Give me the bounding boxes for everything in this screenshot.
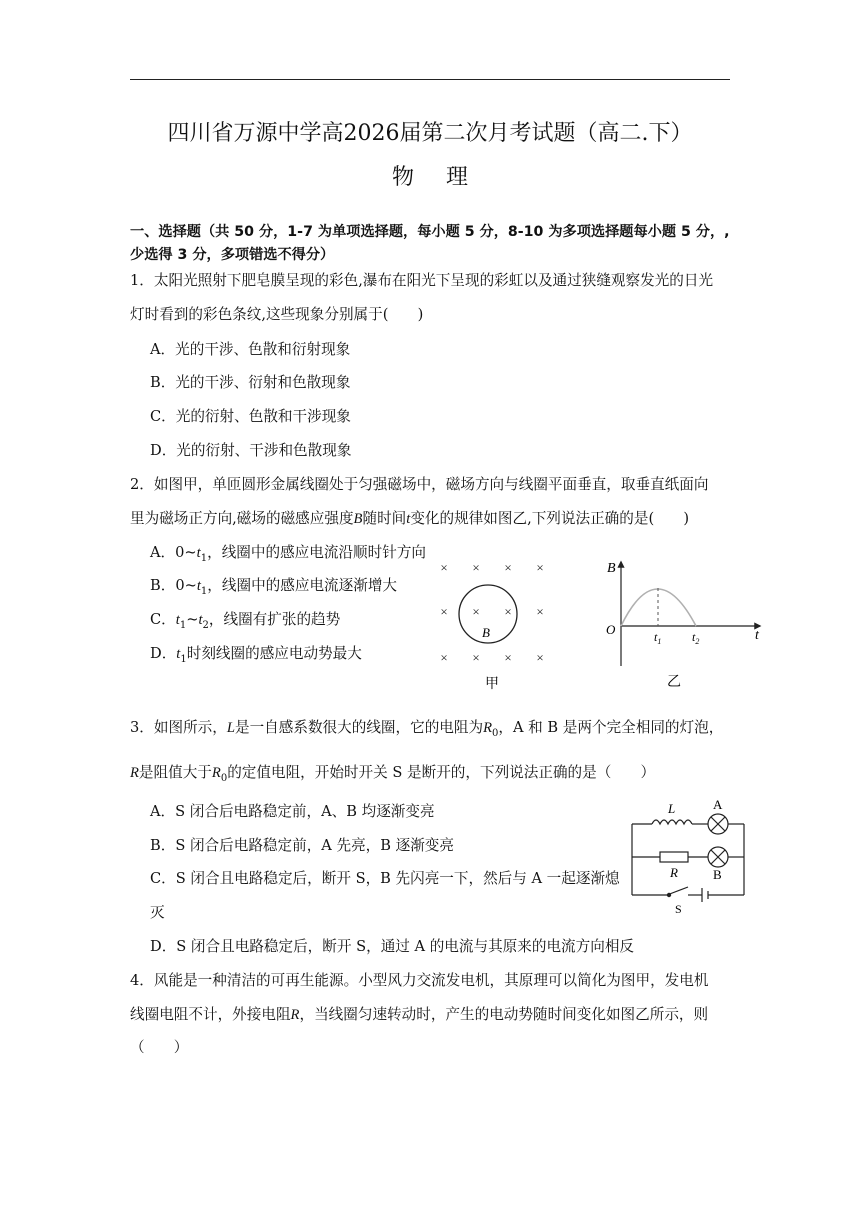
figure-yi-caption: 乙	[667, 675, 681, 690]
svg-text:×: ×	[440, 560, 448, 575]
q2-option-c: C．$t_1\sim t_2$，线圈有扩张的趋势	[150, 611, 341, 631]
coil-label-b: B	[482, 625, 490, 640]
graph-label-b: B	[607, 561, 616, 576]
q3-option-c: C．S 闭合且电路稳定后，断开 S，B 先闪亮一下，然后与 A 一起逐渐熄	[150, 870, 620, 887]
q3-stem-line2: R是阻值大于$R_0$的定值电阻，开始时开关 S 是断开的，下列说法正确的是（ ）	[130, 764, 656, 784]
q4-stem-line3: （ ）	[130, 1039, 189, 1056]
section-heading-line1: 一、选择题（共 50 分，1-7 为单项选择题，每小题 5 分，8-10 为多项选择题每小题 5 分，,	[130, 224, 730, 240]
q4-stem-line2: 线圈电阻不计，外接电阻R，当线圈匀速转动时，产生的电动势随时间变化如图乙所示，则	[130, 1006, 709, 1023]
svg-text:×: ×	[504, 560, 512, 575]
svg-text:×: ×	[472, 560, 480, 575]
q1-option-a: A．光的干涉、色散和衍射现象	[150, 341, 351, 358]
graph-tick-t2: $t_2$	[692, 630, 700, 646]
svg-text:×: ×	[536, 604, 544, 619]
q1-option-b: B．光的干涉、衍射和色散现象	[150, 374, 351, 391]
graph-label-t: t	[755, 628, 759, 643]
q2-stem-line1: 2．如图甲，单匝圆形金属线圈处于匀强磁场中，磁场方向与线圈平面垂直，取垂直纸面向	[130, 476, 709, 493]
circuit-label-l: L	[668, 801, 676, 816]
q3-option-b: B．S 闭合后电路稳定前，A 先亮，B 逐渐变亮	[150, 837, 454, 854]
svg-text:×: ×	[504, 650, 512, 665]
svg-text:×: ×	[472, 650, 480, 665]
circuit-label-s: S	[675, 902, 682, 916]
section-heading-line2: 少选得 3 分，多项错选不得分）	[130, 247, 335, 263]
q2-option-d: D．$t_1$时刻线圈的感应电动势最大	[150, 645, 362, 665]
circuit-label-b: B	[713, 867, 722, 882]
q2-stem-line2: 里为磁场正方向,磁场的磁感应强度B随时间t变化的规律如图乙,下列说法正确的是( )	[130, 510, 690, 527]
subject-title: 物 理	[391, 165, 469, 190]
q3-stem-line1: 3．如图所示，L是一自感系数很大的线圈，它的电阻为$R_0$，A 和 B 是两个完全相同的灯泡，	[130, 719, 724, 739]
figure-circuit	[622, 795, 752, 917]
svg-text:×: ×	[440, 604, 448, 619]
figure-jia-coil-in-field	[430, 555, 560, 695]
field-crosses	[440, 560, 543, 665]
header-rule	[130, 79, 730, 80]
graph-label-o: O	[606, 622, 616, 637]
q1-stem-line1: 1．太阳光照射下肥皂膜呈现的彩色,瀑布在阳光下呈现的彩虹以及通过狭缝观察发光的日光	[130, 272, 714, 289]
figure-yi-b-t-graph	[598, 552, 770, 694]
resistor-r	[660, 852, 688, 862]
q3-option-c-continued: 灭	[150, 904, 165, 921]
q1-option-c: C．光的衍射、色散和干涉现象	[150, 408, 351, 425]
inductor-coil	[652, 820, 692, 824]
q4-stem-line1: 4．风能是一种清洁的可再生能源。小型风力交流发电机，其原理可以简化为图甲，发电机	[130, 972, 709, 989]
q2-option-b: B．$0\sim t_1$，线圈中的感应电流逐渐增大	[150, 577, 398, 597]
svg-text:×: ×	[472, 604, 480, 619]
svg-text:×: ×	[536, 650, 544, 665]
q1-option-d: D．光的衍射、干涉和色散现象	[150, 442, 352, 459]
q3-option-a: A．S 闭合后电路稳定前，A、B 均逐渐变亮	[150, 803, 435, 820]
svg-text:×: ×	[536, 560, 544, 575]
page-title: 四川省万源中学高2026届第二次月考试题（高二.下）	[167, 121, 693, 146]
q1-stem-line2: 灯时看到的彩色条纹,这些现象分别属于( )	[130, 306, 424, 323]
circuit-label-r: R	[670, 865, 678, 880]
circuit-label-a: A	[713, 797, 723, 812]
svg-text:×: ×	[504, 604, 512, 619]
svg-text:×: ×	[440, 650, 448, 665]
figure-jia-caption: 甲	[485, 677, 499, 692]
q3-option-d: D．S 闭合且电路稳定后，断开 S，通过 A 的电流与其原来的电流方向相反	[150, 938, 635, 955]
graph-tick-t1: $t_1$	[654, 630, 662, 646]
q2-option-a: A．$0\sim t_1$，线圈中的感应电流沿顺时针方向	[150, 544, 427, 564]
